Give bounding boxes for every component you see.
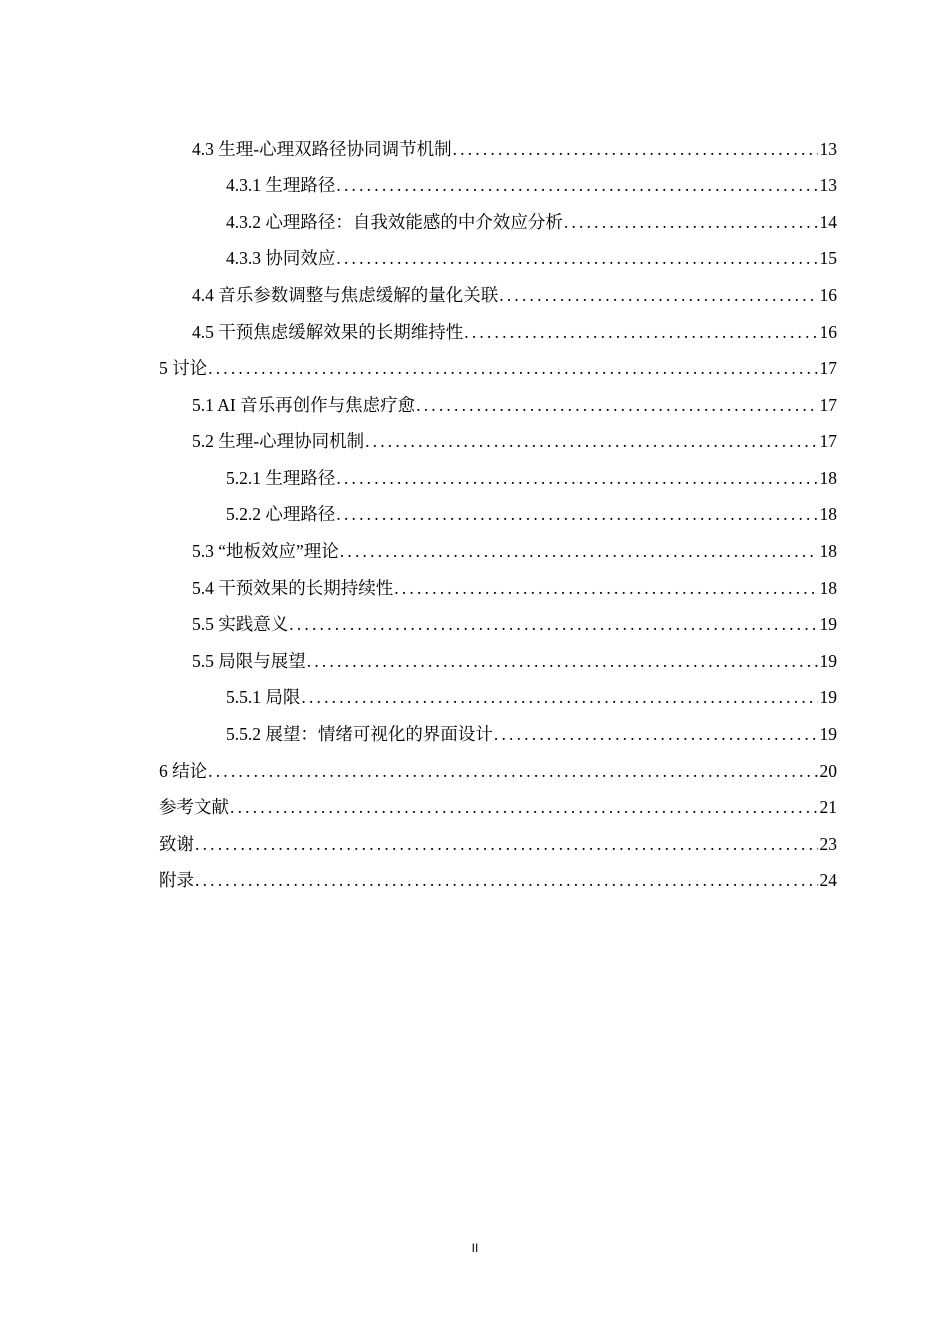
toc-entry-title: 6 结论 [159, 760, 208, 781]
toc-entry-page: 19 [819, 614, 837, 635]
toc-entry[interactable] [0, 460, 950, 497]
toc-entry-page: 23 [819, 833, 837, 854]
toc-entry-page: 21 [819, 797, 837, 818]
toc-entry-title: 附录 [159, 870, 194, 891]
toc-dot-leader [416, 397, 817, 415]
toc-entry-title: 致谢 [159, 833, 194, 854]
toc-dot-leader [289, 616, 817, 634]
toc-entry-page: 19 [819, 724, 837, 745]
toc-entry[interactable] [0, 753, 950, 790]
toc-entry-title: 4.4 音乐参数调整与焦虑缓解的量化关联 [192, 284, 499, 305]
toc-entry-page: 19 [819, 687, 837, 708]
toc-entry[interactable] [0, 680, 950, 717]
toc-dot-leader [494, 726, 818, 744]
toc-entry[interactable] [0, 717, 950, 754]
toc-dot-leader [336, 506, 817, 524]
toc-entry-title: 5.2.1 生理路径 [226, 467, 336, 488]
toc-dot-leader [336, 250, 817, 268]
toc-entry-page: 18 [819, 541, 837, 562]
toc-entry-page: 18 [819, 467, 837, 488]
toc-entry-page: 24 [819, 870, 837, 891]
toc-entry[interactable] [0, 643, 950, 680]
toc-entry-page: 17 [819, 394, 837, 415]
toc-entry[interactable] [0, 607, 950, 644]
toc-entry[interactable] [0, 424, 950, 461]
toc-entry[interactable] [0, 534, 950, 571]
toc-entry[interactable] [0, 241, 950, 278]
table-of-contents [0, 131, 950, 899]
toc-entry-title: 5.4 干预效果的长期持续性 [192, 577, 394, 598]
toc-entry[interactable] [0, 168, 950, 205]
toc-entry[interactable] [0, 277, 950, 314]
toc-entry-page: 17 [819, 431, 837, 452]
toc-entry-title: 4.3.1 生理路径 [226, 175, 336, 196]
toc-entry[interactable] [0, 314, 950, 351]
toc-entry-page: 16 [819, 321, 837, 342]
toc-entry-title: 5.5 局限与展望 [192, 650, 306, 671]
toc-dot-leader [208, 763, 817, 781]
toc-dot-leader [499, 287, 817, 305]
toc-dot-leader [564, 214, 818, 232]
toc-dot-leader [453, 141, 818, 159]
toc-entry-title: 5.5.2 展望：情绪可视化的界面设计 [226, 724, 493, 745]
toc-dot-leader [340, 543, 818, 561]
toc-entry-title: 5.5 实践意义 [192, 614, 289, 635]
toc-entry-page: 17 [819, 358, 837, 379]
toc-dot-leader [230, 799, 818, 817]
toc-entry-title: 5.2.2 心理路径 [226, 504, 336, 525]
toc-entry[interactable] [0, 204, 950, 241]
toc-entry[interactable] [0, 387, 950, 424]
toc-entry[interactable] [0, 497, 950, 534]
toc-entry-title: 4.3.2 心理路径：自我效能感的中介效应分析 [226, 211, 563, 232]
toc-entry-title: 4.3.3 协同效应 [226, 248, 336, 269]
toc-dot-leader [394, 580, 817, 598]
toc-entry-title: 4.5 干预焦虑缓解效果的长期维持性 [192, 321, 464, 342]
toc-dot-leader [195, 836, 818, 854]
toc-entry-title: 5 讨论 [159, 358, 208, 379]
toc-dot-leader [307, 653, 818, 671]
toc-entry-page: 13 [819, 138, 837, 159]
toc-entry-page: 18 [819, 504, 837, 525]
toc-entry[interactable] [0, 351, 950, 388]
toc-entry-title: 参考文献 [159, 797, 229, 818]
page-number: II [471, 1241, 479, 1255]
toc-entry[interactable] [0, 790, 950, 827]
toc-entry-page: 15 [819, 248, 837, 269]
toc-entry[interactable] [0, 570, 950, 607]
toc-entry-title: 5.5.1 局限 [226, 687, 301, 708]
toc-entry[interactable] [0, 131, 950, 168]
toc-entry-page: 18 [819, 577, 837, 598]
toc-dot-leader [208, 360, 817, 378]
toc-entry-title: 5.1 AI 音乐再创作与焦虑疗愈 [192, 394, 416, 415]
toc-dot-leader [301, 689, 817, 707]
toc-dot-leader [464, 324, 817, 342]
toc-entry-page: 16 [819, 284, 837, 305]
toc-entry-title: 4.3 生理-心理双路径协同调节机制 [192, 138, 452, 159]
toc-dot-leader [336, 177, 817, 195]
toc-dot-leader [336, 470, 817, 488]
toc-entry-title: 5.3 “地板效应”理论 [192, 541, 339, 562]
toc-entry[interactable] [0, 826, 950, 863]
toc-dot-leader [195, 872, 818, 890]
toc-dot-leader [365, 433, 817, 451]
toc-entry-page: 13 [819, 175, 837, 196]
toc-entry-page: 14 [819, 211, 837, 232]
toc-entry-page: 19 [819, 650, 837, 671]
toc-entry-title: 5.2 生理-心理协同机制 [192, 431, 365, 452]
toc-entry-page: 20 [819, 760, 837, 781]
toc-entry[interactable] [0, 863, 950, 900]
